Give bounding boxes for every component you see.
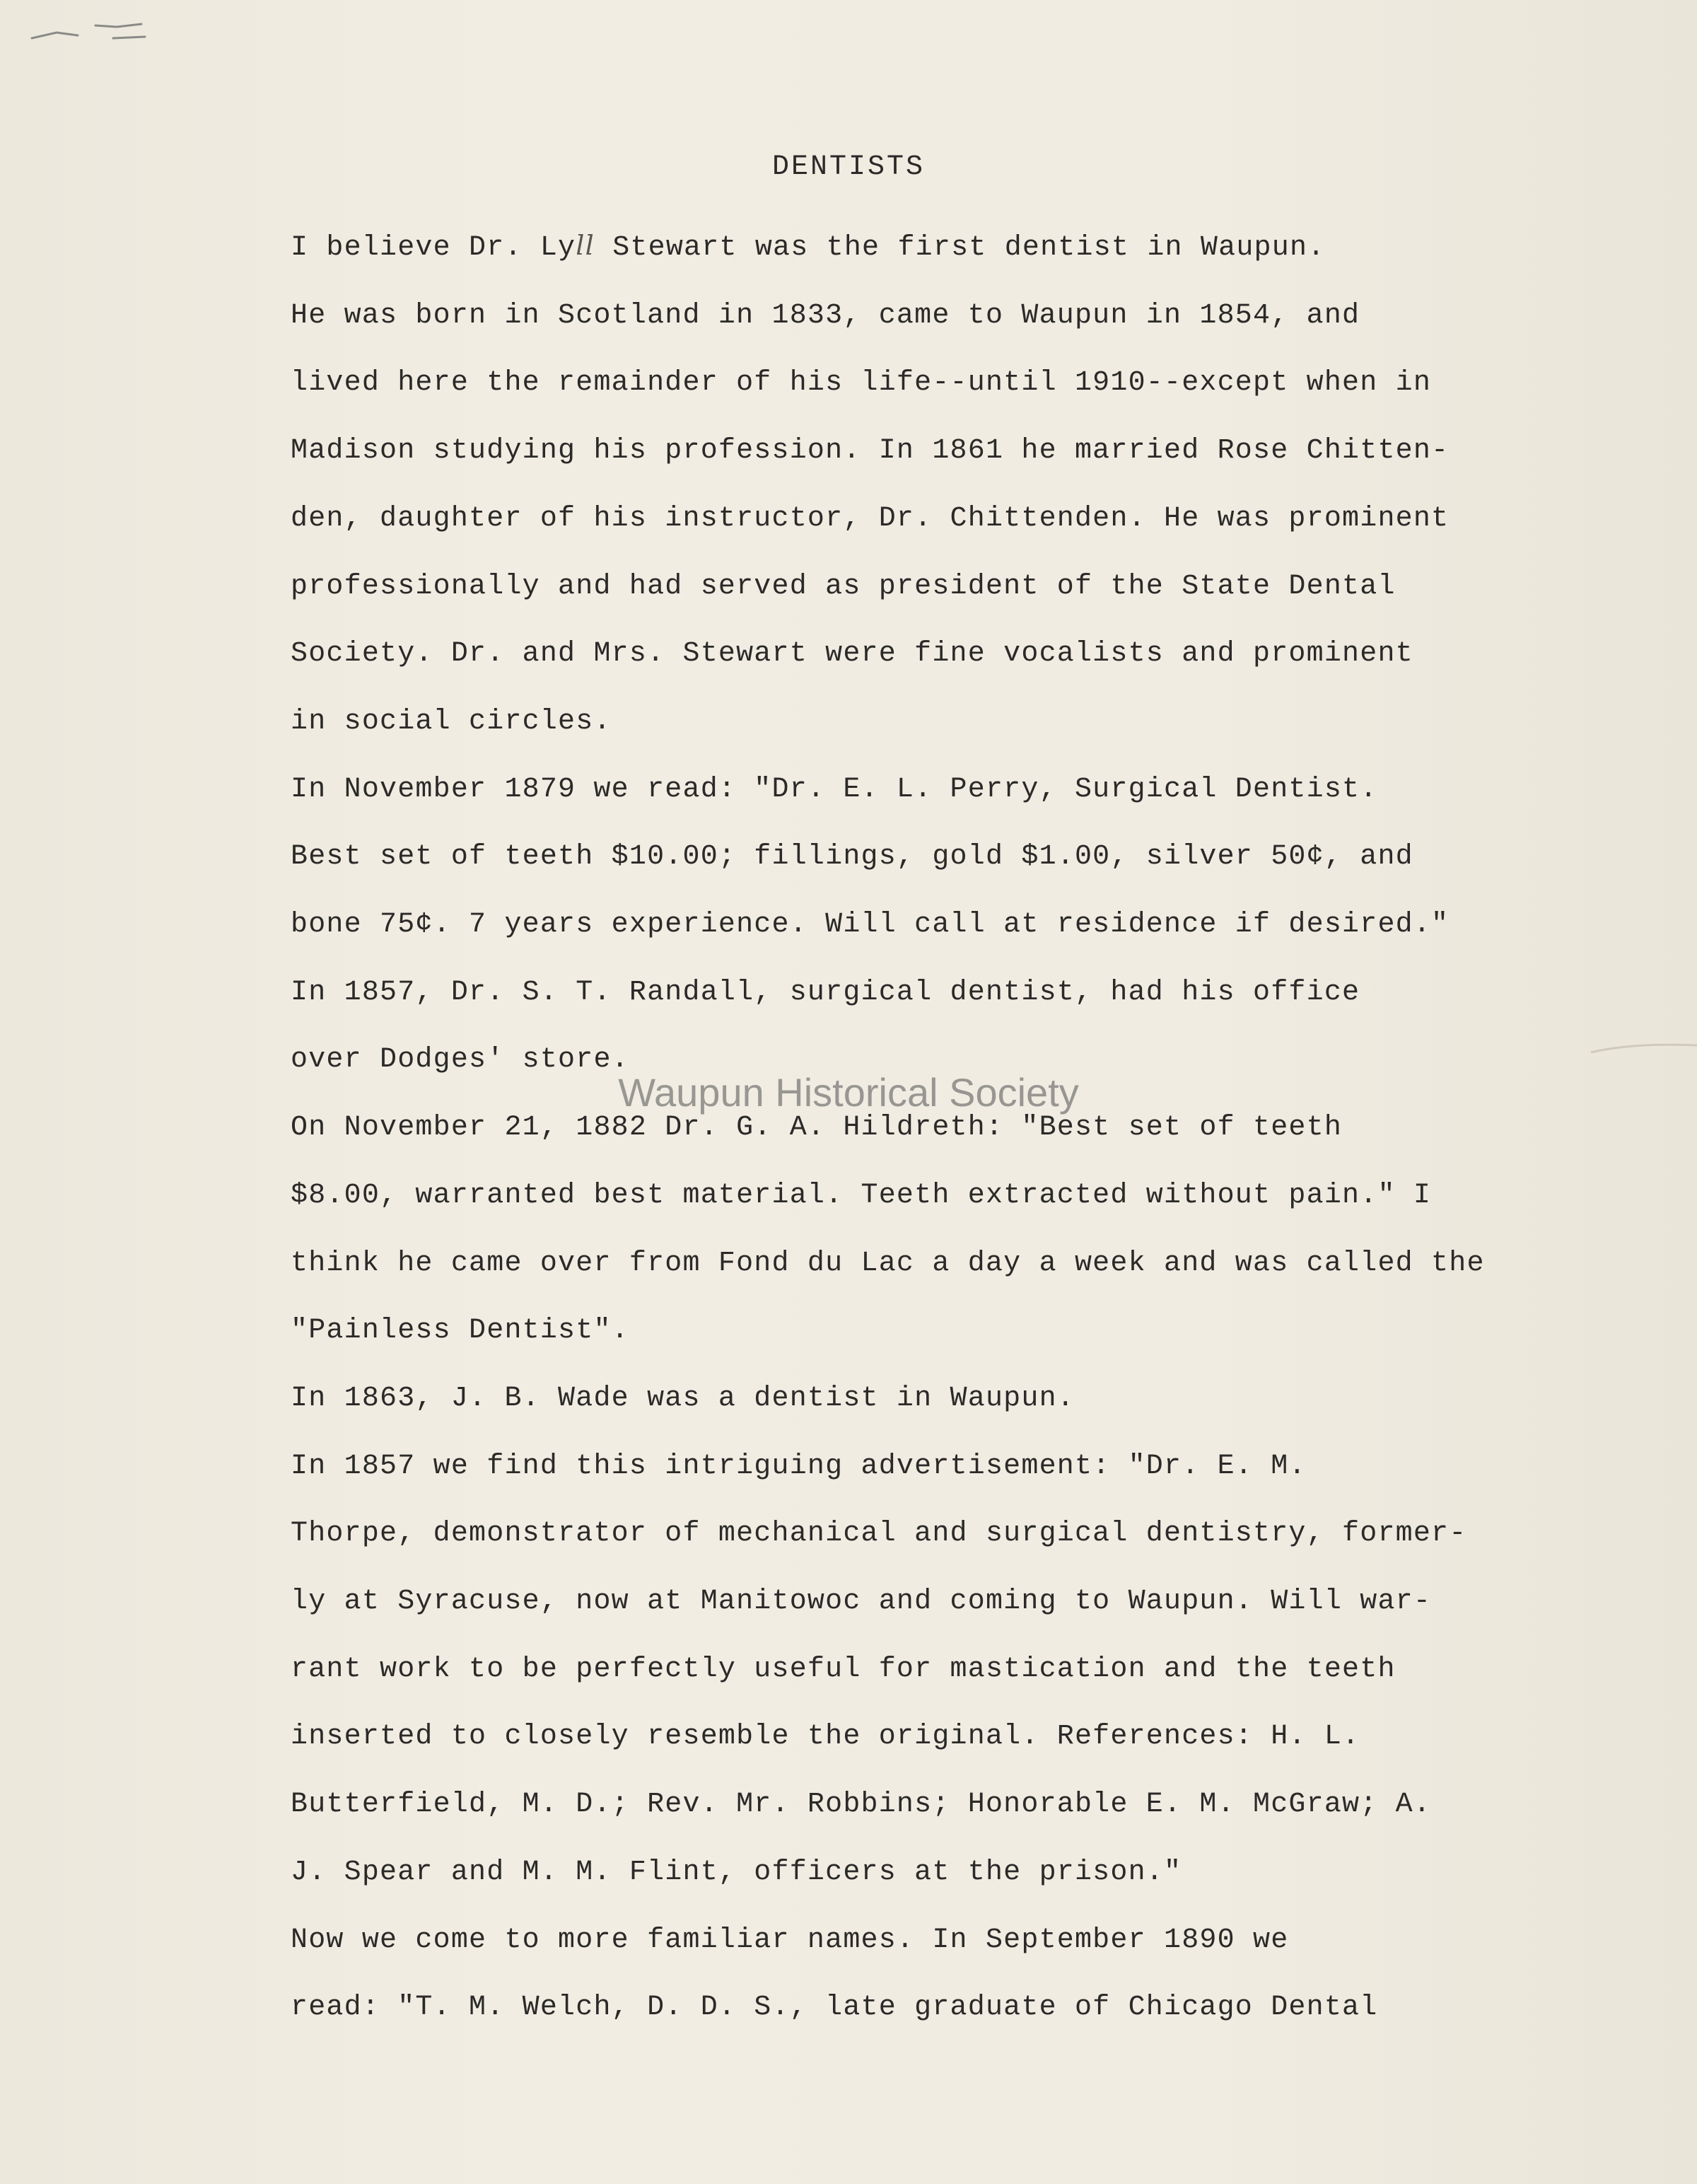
text-line: den, daughter of his instructor, Dr. Chittenden. He was prominent bbox=[291, 502, 1450, 535]
paragraph-perry bbox=[188, 756, 1602, 959]
text-line: in social circles. bbox=[291, 705, 612, 738]
document-body bbox=[188, 212, 1602, 2042]
text-line: He was born in Scotland in 1833, came to Waupun in 1854, and bbox=[291, 299, 1360, 332]
text-line: over Dodges' store. bbox=[291, 1044, 629, 1076]
text-line: "Painless Dentist". bbox=[291, 1315, 629, 1347]
text-line: Best set of teeth $10.00; fillings, gold $1.00, silver 50¢, and bbox=[291, 841, 1413, 873]
document-title: DENTISTS bbox=[771, 151, 926, 183]
paper-crease-mark bbox=[1591, 1038, 1697, 1059]
text-line: In 1857 we find this intriguing advertisement: "Dr. E. M. bbox=[291, 1450, 1307, 1482]
text-line: inserted to closely resemble the original. References: H. L. bbox=[291, 1721, 1360, 1753]
text-line: bone 75¢. 7 years experience. Will call at residence if desired." bbox=[291, 909, 1450, 941]
text-line: ly at Syracuse, now at Manitowoc and coming to Waupun. Will war- bbox=[291, 1586, 1432, 1618]
handwritten-insert: ll bbox=[576, 230, 595, 261]
paragraph-stewart bbox=[188, 212, 1602, 756]
text-line: J. Spear and M. M. Flint, officers at the prison." bbox=[291, 1856, 1182, 1888]
text-line: Thorpe, demonstrator of mechanical and surgical dentistry, former- bbox=[291, 1518, 1467, 1550]
paragraph-thorpe bbox=[188, 1433, 1602, 1907]
text-line: $8.00, warranted best material. Teeth extracted without pain." I bbox=[291, 1179, 1432, 1212]
text-line: professionally and had served as president of the State Dental bbox=[291, 570, 1396, 603]
text-line: think he came over from Fond du Lac a day a week and was called the bbox=[291, 1247, 1485, 1279]
text-line: Butterfield, M. D.; Rev. Mr. Robbins; Honorable E. M. McGraw; A. bbox=[291, 1789, 1432, 1821]
corner-pencil-mark bbox=[28, 17, 148, 45]
text-line: Society. Dr. and Mrs. Stewart were fine vocalists and prominent bbox=[291, 638, 1413, 670]
text-line: In 1857, Dr. S. T. Randall, surgical dentist, had his office bbox=[291, 976, 1360, 1009]
paragraph-welch bbox=[188, 1907, 1602, 2042]
watermark-text: Waupun Historical Society bbox=[618, 1070, 1079, 1115]
text-line: I believe Dr. Lyll Stewart was the first dentist in Waupun. bbox=[291, 230, 1326, 264]
text-line: Now we come to more familiar names. In September 1890 we bbox=[291, 1924, 1289, 1956]
text-line: rant work to be perfectly useful for mastication and the teeth bbox=[291, 1653, 1396, 1685]
text-line: Madison studying his profession. In 1861 he married Rose Chitten- bbox=[291, 435, 1450, 467]
text-line: In November 1879 we read: "Dr. E. L. Perry, Surgical Dentist. bbox=[291, 773, 1378, 806]
text-line: read: "T. M. Welch, D. D. S., late graduate of Chicago Dental bbox=[291, 1992, 1378, 2024]
text-line: In 1863, J. B. Wade was a dentist in Waupun. bbox=[291, 1382, 1075, 1415]
text-line: On November 21, 1882 Dr. G. A. Hildreth: "Best set of teeth bbox=[291, 1112, 1343, 1144]
text-line: lived here the remainder of his life--until 1910--except when in bbox=[291, 367, 1432, 400]
paragraph-hildreth bbox=[188, 1094, 1602, 1365]
paragraph-wade bbox=[188, 1365, 1602, 1433]
